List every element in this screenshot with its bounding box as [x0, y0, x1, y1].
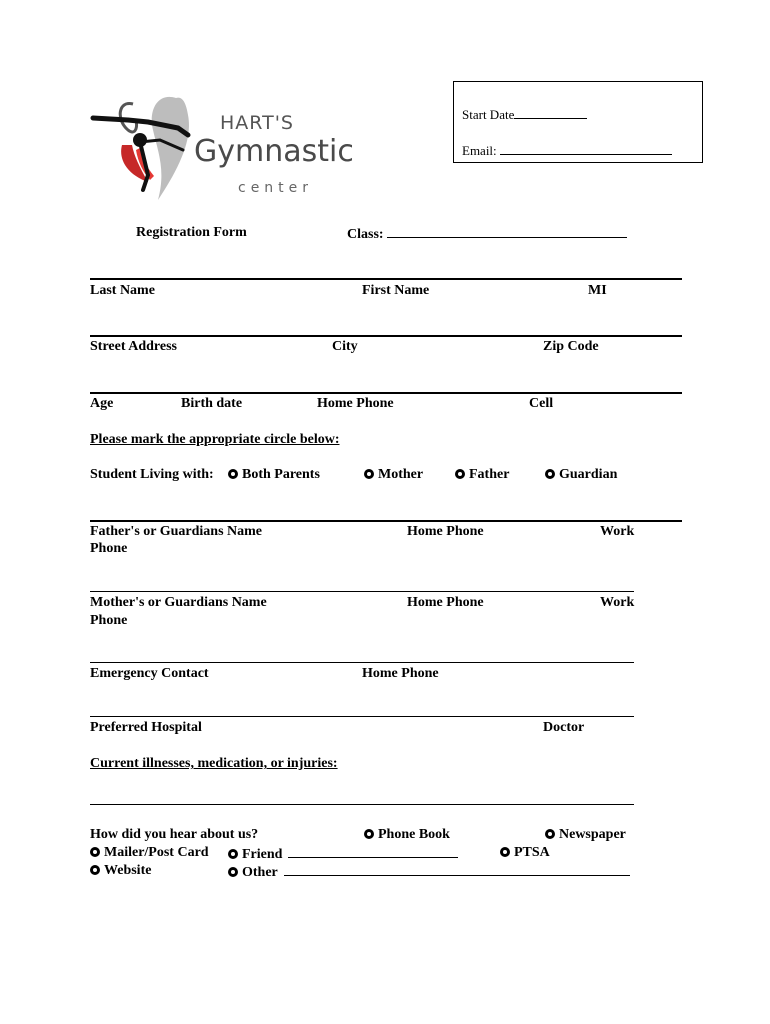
- last-name-label: Last Name: [90, 283, 155, 298]
- option-label: Both Parents: [242, 467, 320, 482]
- start-date-label: Start Date: [462, 107, 515, 122]
- option-label: PTSA: [514, 845, 550, 860]
- logo-text-gymnastic: Gymnastic: [194, 134, 354, 169]
- radio-icon: [364, 469, 374, 479]
- option-label: Guardian: [559, 467, 618, 482]
- cell-label: Cell: [529, 396, 554, 411]
- radio-father[interactable]: [455, 467, 509, 483]
- radio-icon: [228, 469, 238, 479]
- father-work-label: Work: [600, 524, 635, 539]
- emergency-home-phone-label: Home Phone: [362, 666, 439, 681]
- current-illnesses-label: Current illnesses, medication, or injuries:: [90, 756, 338, 771]
- city-label: City: [332, 339, 358, 354]
- gymnast-logo-icon: [88, 90, 208, 205]
- mother-work-label: Work: [600, 595, 635, 610]
- divider: [90, 591, 634, 592]
- divider: [90, 335, 682, 337]
- first-name-label: First Name: [362, 283, 430, 298]
- preferred-hospital-label: Preferred Hospital: [90, 720, 202, 735]
- start-date-email-box: [453, 81, 703, 163]
- mi-label: MI: [588, 283, 607, 298]
- radio-icon: [90, 847, 100, 857]
- option-label: Mailer/Post Card: [104, 845, 209, 860]
- how-did-you-hear-label: How did you hear about us?: [90, 827, 259, 842]
- option-label: Phone Book: [378, 827, 450, 842]
- student-living-label: Student Living with:: [90, 467, 214, 482]
- radio-mother[interactable]: [364, 467, 423, 483]
- option-label: Mother: [378, 467, 424, 482]
- radio-icon: [545, 829, 555, 839]
- radio-icon: [90, 865, 100, 875]
- radio-other[interactable]: [228, 863, 630, 881]
- option-label: Father: [469, 467, 510, 482]
- option-label: Other: [242, 865, 278, 880]
- radio-icon: [500, 847, 510, 857]
- email-label: Email:: [462, 143, 497, 158]
- mother-phone-label: Phone: [90, 613, 128, 628]
- form-title: Registration Form: [136, 225, 247, 240]
- divider: [90, 520, 682, 522]
- radio-icon: [228, 849, 238, 859]
- divider: [90, 392, 682, 394]
- instructions: Please mark the appropriate circle below:: [90, 432, 340, 447]
- street-address-label: Street Address: [90, 339, 177, 354]
- start-date-line[interactable]: [462, 106, 587, 123]
- radio-icon: [455, 469, 465, 479]
- radio-guardian[interactable]: [545, 467, 617, 483]
- divider: [90, 662, 634, 663]
- birth-date-label: Birth date: [181, 396, 243, 411]
- radio-mailer[interactable]: [90, 845, 209, 861]
- mother-home-phone-label: Home Phone: [407, 595, 484, 610]
- radio-icon: [228, 867, 238, 877]
- father-home-phone-label: Home Phone: [407, 524, 484, 539]
- radio-both-parents[interactable]: [228, 467, 320, 483]
- radio-friend[interactable]: [228, 845, 458, 863]
- logo: [88, 90, 354, 205]
- zip-code-label: Zip Code: [543, 339, 599, 354]
- radio-ptsa[interactable]: [500, 845, 550, 861]
- divider: [90, 278, 682, 280]
- emergency-contact-label: Emergency Contact: [90, 666, 209, 681]
- radio-icon: [545, 469, 555, 479]
- logo-text-harts: HART'S: [220, 112, 294, 134]
- class-field[interactable]: [347, 225, 627, 243]
- divider: [90, 804, 634, 805]
- option-label: Friend: [242, 847, 283, 862]
- radio-newspaper[interactable]: [545, 827, 626, 843]
- radio-website[interactable]: [90, 863, 151, 879]
- email-line[interactable]: [462, 142, 672, 159]
- option-label: Website: [104, 863, 152, 878]
- father-name-label: Father's or Guardians Name: [90, 524, 263, 539]
- radio-icon: [364, 829, 374, 839]
- mother-name-label: Mother's or Guardians Name: [90, 595, 267, 610]
- age-label: Age: [90, 396, 114, 411]
- doctor-label: Doctor: [543, 720, 585, 735]
- radio-phone-book[interactable]: [364, 827, 450, 843]
- home-phone-label: Home Phone: [317, 396, 394, 411]
- logo-text-center: center: [238, 180, 314, 196]
- divider: [90, 716, 634, 717]
- class-label: Class:: [347, 227, 384, 242]
- father-phone-label: Phone: [90, 541, 128, 556]
- option-label: Newspaper: [559, 827, 626, 842]
